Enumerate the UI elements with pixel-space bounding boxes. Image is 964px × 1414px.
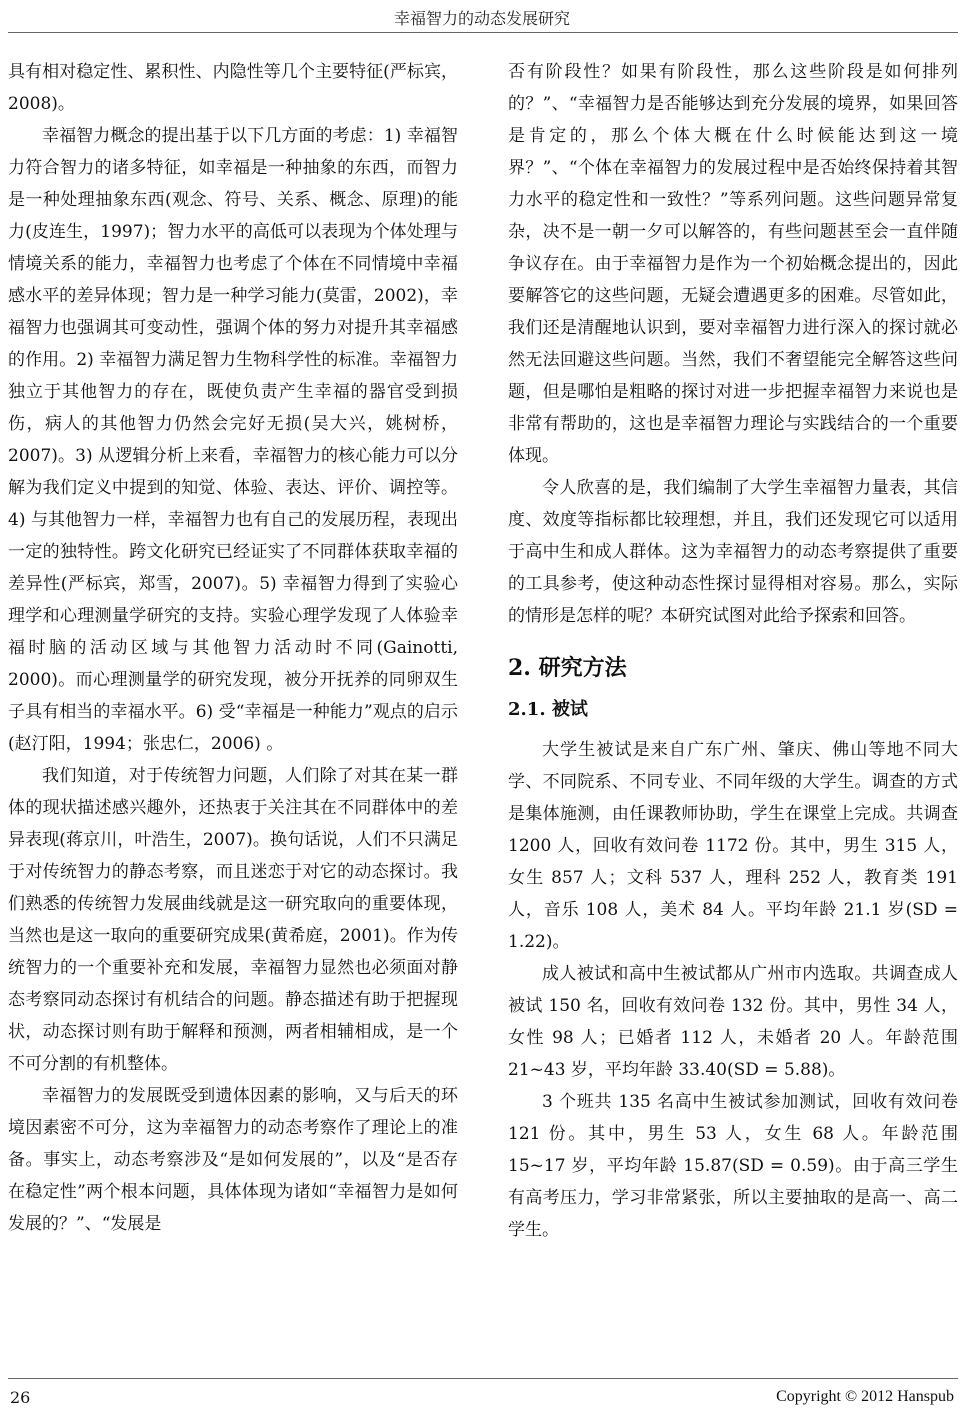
page-number: 26 (10, 1388, 31, 1407)
left-column (8, 56, 458, 1356)
right-column (508, 56, 958, 1356)
paragraph: 大学生被试是来自广东广州、肇庆、佛山等地不同大学、不同院系、不同专业、不同年级的大学生。调查的方式是集体施测，由任课教师协助，学生在课堂上完成。共调查 1200 人，回收有效问卷 1172 份。其中，男生 315 人，女生 857 人；文科 537 人，理科 252 人，教育类 191 人，音乐 108 人，美术 84 人。平均年龄 21.1 岁(SD = 1.22)。 (508, 740, 958, 952)
paragraph: 3 个班共 135 名高中生被试参加测试，回收有效问卷 121 份。其中，男生 53 人，女生 68 人。年龄范围 15~17 岁，平均年龄 15.87(SD = 0.59)。由于高三学生有高考压力，学习非常紧张，所以主要抽取的是高一、高二学生。 (508, 1092, 958, 1240)
section-heading: 2. 研究方法 (508, 655, 627, 681)
footer-divider (8, 1378, 958, 1379)
paragraph: 我们知道，对于传统智力问题，人们除了对其在某一群体的现状描述感兴趣外，还热衷于关注其在不同群体中的差异表现(蒋京川，叶浩生，2007)。换句话说，人们不只满足于对传统智力的静态考察，而且迷恋于对它的动态探讨。我们熟悉的传统智力发展曲线就是这一研究取向的重要体现，当然也是这一取向的重要研究成果(黄希庭，2001)。作为传统智力的一个重要补充和发展，幸福智力显然也必须面对静态考察同动态探讨有机结合的问题。静态描述有助于把握现状，动态探讨则有助于解释和预测，两者相辅相成，是一个不可分割的有机整体。 (8, 766, 458, 1074)
paragraph: 令人欣喜的是，我们编制了大学生幸福智力量表，其信度、效度等指标都比较理想，并且，我们还发现它可以适用于高中生和成人群体。这为幸福智力的动态考察提供了重要的工具参考，使这种动态性探讨显得相对容易。那么，实际的情形是怎样的呢？本研究试图对此给予探索和回答。 (508, 478, 958, 626)
header-divider (8, 32, 958, 33)
paragraph: 具有相对稳定性、累积性、内隐性等几个主要特征(严标宾，2008)。 (8, 62, 458, 114)
subsection-heading: 2.1. 被试 (508, 699, 588, 720)
running-head-title: 幸福智力的动态发展研究 (393, 9, 570, 28)
copyright-notice: Copyright © 2012 Hanspub (776, 1388, 954, 1405)
paragraph: 成人被试和高中生被试都从广州市内选取。共调查成人被试 150 名，回收有效问卷 132 份。其中，男性 34 人，女性 98 人；已婚者 112 人，未婚者 20 人。年龄范围 21~43 岁，平均年龄 33.40(SD = 5.88)。 (508, 964, 958, 1080)
paragraph: 幸福智力的发展既受到遗体因素的影响，又与后天的环境因素密不可分，这为幸福智力的动态考察作了理论上的准备。事实上，动态考察涉及“是如何发展的”，以及“是否存在稳定性”两个根本问题，具体体现为诸如“幸福智力是如何发展的？”、“发展是 (8, 1086, 458, 1234)
paragraph: 否有阶段性？如果有阶段性，那么这些阶段是如何排列的？”、“幸福智力是否能够达到充分发展的境界，如果回答是肯定的，那么个体大概在什么时候能达到这一境界？”、“个体在幸福智力的发展过程中是否始终保持着其智力水平的稳定性和一致性？”等系列问题。这些问题异常复杂，决不是一朝一夕可以解答的，有些问题甚至会一直伴随争议存在。由于幸福智力是作为一个初始概念提出的，因此要解答它的这些问题，无疑会遭遇更多的困难。尽管如此，我们还是清醒地认识到，要对幸福智力进行深入的探讨就必然无法回避这些问题。当然，我们不奢望能完全解答这些问题，但是哪怕是粗略的探讨对进一步把握幸福智力来说也是非常有帮助的，这也是幸福智力理论与实践结合的一个重要体现。 (508, 62, 958, 466)
paragraph: 幸福智力概念的提出基于以下几方面的考虑：1) 幸福智力符合智力的诸多特征，如幸福是一种抽象的东西，而智力是一种处理抽象东西(观念、符号、关系、概念、原理)的能力(皮连生，1997)；智力水平的高低可以表现为个体处理与情境关系的能力，幸福智力也考虑了个体在不同情境中幸福感水平的差异体现；智力是一种学习能力(莫雷，2002)，幸福智力也强调其可变动性，强调个体的努力对提升其幸福感的作用。2) 幸福智力满足智力生物科学性的标准。幸福智力独立于其他智力的存在，既使负责产生幸福的器官受到损伤，病人的其他智力仍然会完好无损(吴大兴，姚树桥，2007)。3) 从逻辑分析上来看，幸福智力的核心能力可以分解为我们定义中提到的知觉、体验、表达、评价、调控等。4) 与其他智力一样，幸福智力也有自己的发展历程，表现出一定的独特性。跨文化研究已经证实了不同群体获取幸福的差异性(严标宾，郑雪，2007)。5) 幸福智力得到了实验心理学和心理测量学研究的支持。实验心理学发现了人体验幸福时脑的活动区域与其他智力活动时不同(Gainotti, 2000)。而心理测量学的研究发现，被分开抚养的同卵双生子具有相当的幸福水平。6) 受“幸福是一种能力”观点的启示(赵汀阳，1994；张忠仁，2006) 。 (8, 126, 458, 754)
